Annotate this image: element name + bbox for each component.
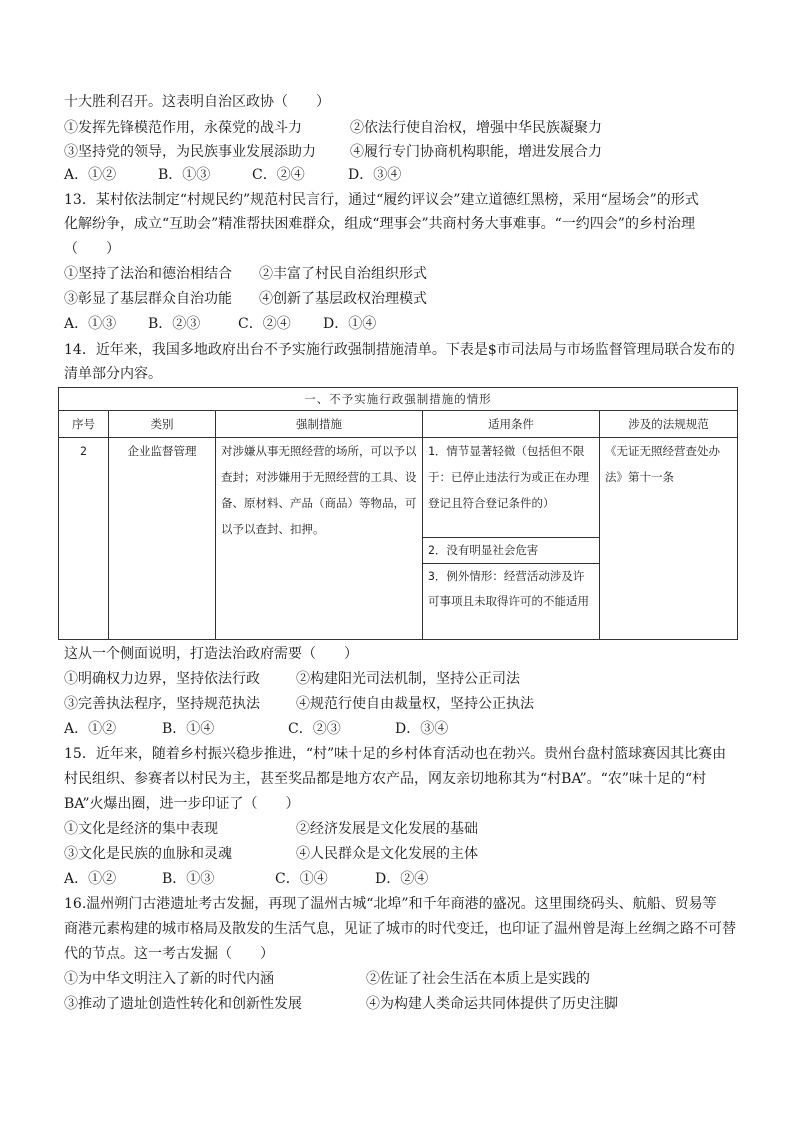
table-caption: 一、不予实施行政强制措施的情形 xyxy=(59,388,738,411)
q15-choice-c: C．①④ xyxy=(275,871,328,887)
q13-option-4: ④创新了基层政权治理模式 xyxy=(259,291,427,307)
q14-choice-c: C．②③ xyxy=(288,721,341,737)
q14-option-3: ③完善执法程序，坚持规范执法 xyxy=(64,696,260,712)
q15-choice-d: D．②④ xyxy=(375,871,429,887)
q15-choice-b: B．①③ xyxy=(162,871,215,887)
q13-choice-c: C．②④ xyxy=(238,316,291,332)
enforcement-list-table xyxy=(58,387,738,640)
q16-option-2: ②佐证了社会生活在本质上是实践的 xyxy=(366,971,590,987)
q16-stem-line-2: 商港元素构建的城市格局及散发的生活气息，见证了城市的时代变迁，也印证了温州曾是海上丝绸之路不可替 xyxy=(64,921,736,937)
q13-option-2: ②丰富了村民自治组织形式 xyxy=(259,266,427,282)
cell-condition-3: 3．例外情形：经营活动涉及许可事项且未取得许可的不能适用 xyxy=(423,564,600,640)
cell-condition-2: 2．没有明显社会危害 xyxy=(423,538,600,564)
q13-choice-b: B．②③ xyxy=(148,316,201,332)
q14-option-2: ②构建阳光司法机制，坚持公正司法 xyxy=(296,671,520,687)
q14-option-1: ①明确权力边界，坚持依法行政 xyxy=(64,671,260,687)
q12-choice-b: B．①③ xyxy=(158,167,211,183)
q14-option-4: ④规范行使自由裁量权，坚持公正执法 xyxy=(296,696,534,712)
q13-option-3: ③彰显了基层群众自治功能 xyxy=(64,291,232,307)
q12-option-2: ②依法行使自治权，增强中华民族凝聚力 xyxy=(350,120,602,136)
q14-choice-d: D．③④ xyxy=(395,721,449,737)
q16-stem-line-3: 代的节点。这一考古发掘（ ） xyxy=(64,946,274,962)
header-condition: 适用条件 xyxy=(423,411,600,438)
q12-option-1: ①发挥先锋模范作用，永葆党的战斗力 xyxy=(64,120,302,136)
cell-condition-1: 1．情节显著轻微（包括但不限于：已停止违法行为或正在办理登记且符合登记条件的） xyxy=(423,438,600,538)
q12-choice-d: D．③④ xyxy=(348,167,402,183)
q15-stem-line-3: BA”火爆出圈，进一步印证了（ ） xyxy=(64,796,300,812)
q13-stem-line-1: 13．某村依法制定“村规民约”规范村民言行，通过“履约评议会”建立道德红黑榜，采用“屋场会”的形式 xyxy=(64,192,699,208)
q12-choice-a: A．①② xyxy=(64,167,117,183)
q12-option-4: ④履行专门协商机构职能，增进发展合力 xyxy=(350,144,602,160)
q16-option-1: ①为中华文明注入了新的时代内涵 xyxy=(64,971,274,987)
q12-option-3: ③坚持党的领导，为民族事业发展添助力 xyxy=(64,144,316,160)
q13-option-1: ①坚持了法治和德治相结合 xyxy=(64,266,232,282)
q15-option-3: ③文化是民族的血脉和灵魂 xyxy=(64,846,232,862)
header-category: 类别 xyxy=(109,411,216,438)
q15-option-4: ④人民群众是文化发展的主体 xyxy=(296,846,478,862)
q14-choice-b: B．①④ xyxy=(162,721,215,737)
q13-stem-line-3: （ ） xyxy=(64,241,120,257)
question-12-stem-end: 十大胜利召开。这表明自治区政协（ ） xyxy=(64,94,330,110)
q13-stem-line-2: 化解纷争，成立“互助会”精准帮扶困难群众，组成“理事会”共商村务大事难事。“一约四会”的乡村治理 xyxy=(64,216,695,232)
cell-category: 企业监督管理 xyxy=(109,438,216,640)
q16-option-4: ④为构建人类命运共同体提供了历史注脚 xyxy=(366,996,618,1012)
header-no: 序号 xyxy=(59,411,109,438)
q15-stem-line-1: 15．近年来，随着乡村振兴稳步推进，“村”味十足的乡村体育活动也在勃兴。贵州台盘村篮球赛因其比赛由 xyxy=(64,746,727,762)
header-measure: 强制措施 xyxy=(216,411,423,438)
q16-stem-line-1: 16.温州朔门古港遗址考古发掘，再现了温州古城“北埠”和千年商港的盛况。这里围绕码头、航船、贸易等 xyxy=(64,896,717,912)
q14-choice-a: A．①② xyxy=(64,721,117,737)
q16-option-3: ③推动了遗址创造性转化和创新性发展 xyxy=(64,996,302,1012)
q14-stem-line-2: 清单部分内容。 xyxy=(64,366,162,382)
q13-choice-a: A．①③ xyxy=(64,316,117,332)
header-law: 涉及的法规规范 xyxy=(600,411,738,438)
q15-option-2: ②经济发展是文化发展的基础 xyxy=(296,821,478,837)
q12-choice-c: C．②④ xyxy=(252,167,305,183)
q13-choice-d: D．①④ xyxy=(323,316,377,332)
q15-choice-a: A．①② xyxy=(64,871,117,887)
q14-stem-line-3: 这从一个侧面说明，打造法治政府需要（ ） xyxy=(64,646,358,662)
q14-stem-line-1: 14．近年来，我国多地政府出台不予实施行政强制措施清单。下表是$市司法局与市场监督管理局联合发布的 xyxy=(64,342,735,358)
cell-measure: 对涉嫌从事无照经营的场所，可以予以查封；对涉嫌用于无照经营的工具、设备、原材料、产品（商品）等物品，可以予以查封、扣押。 xyxy=(216,438,423,640)
table-row xyxy=(59,438,738,538)
cell-no: 2 xyxy=(59,438,109,640)
cell-law: 《无证无照经营查处办法》第十一条 xyxy=(600,438,738,640)
q15-stem-line-2: 村民组织、参赛者以村民为主，甚至奖品都是地方农产品，网友亲切地称其为“村BA”。“农”味十足的“村 xyxy=(64,771,707,787)
q15-option-1: ①文化是经济的集中表现 xyxy=(64,821,218,837)
table-header-row xyxy=(59,411,738,438)
